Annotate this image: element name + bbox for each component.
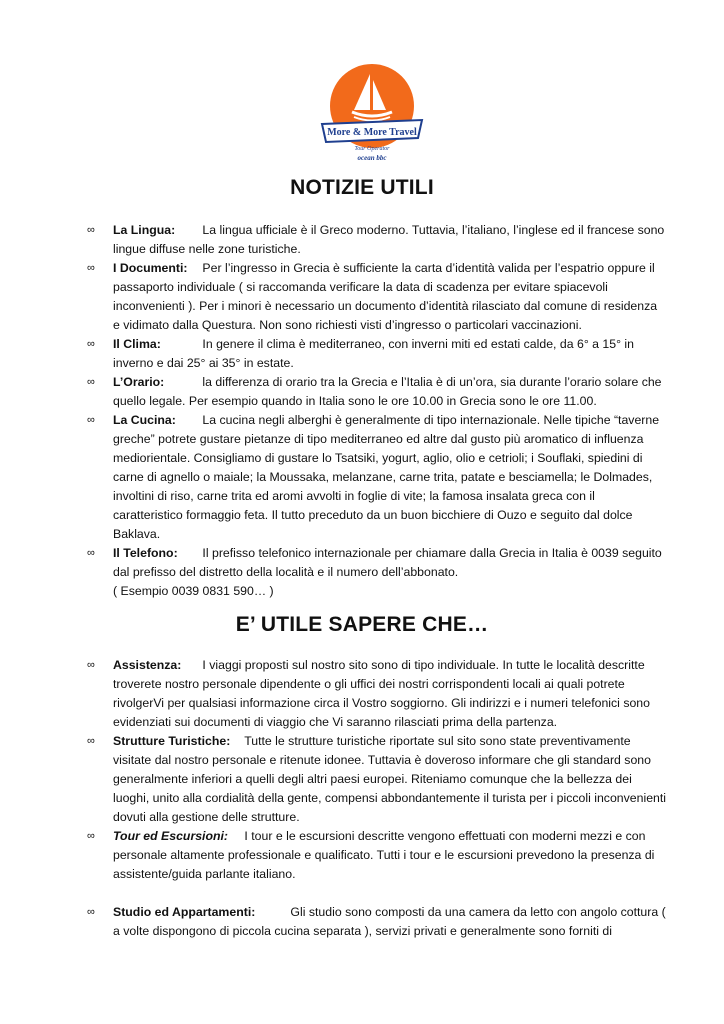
infinity-bullet-icon: ∞ — [87, 830, 95, 842]
list-item-assistenza — [87, 656, 667, 732]
infinity-bullet-icon: ∞ — [87, 338, 95, 350]
list-item-documenti — [87, 259, 667, 335]
logo-text-sub: Tour Operator — [354, 146, 390, 152]
list-item-studio — [87, 903, 667, 941]
item-text: In genere il clima è mediterraneo, con inverni miti ed estati calde, da 6° a 15° in inverno e dai 25° ai 35° in estate. — [113, 337, 634, 370]
infinity-bullet-icon: ∞ — [87, 224, 95, 236]
item-text: La lingua ufficiale è il Greco moderno. Tuttavia, l’italiano, l’inglese ed il francese sono lingue diffuse nelle zone turistiche. — [113, 223, 665, 256]
infinity-bullet-icon: ∞ — [87, 414, 95, 426]
item-label: La Lingua: — [113, 223, 176, 237]
list-item-strutture — [87, 732, 667, 827]
item-text: La cucina negli alberghi è generalmente di tipo internazionale. Nelle tipiche “taverne greche” potrete gustare pietanze di tipo mediterraneo ed altre dal gusto più aromatico di influenza mediorientale. Consigliamo di gustare lo Tsatsiki, yogurt, aglio, olio e cetrioli; i Souflaki, spiedini di carne di agnello o maiale; la Moussaka, melanzane, carne trita, patate e besciamella; le Dolmades, involtini di riso, carne trita ed aromi avvolti in foglie di vite; la famosa insalata greca con il caratteristico formaggio feta. Il tutto preceduto da un buon bicchiere di Ouzo e seguito dal dolce Baklava. — [113, 413, 660, 541]
infinity-bullet-icon: ∞ — [87, 376, 95, 388]
item-label: Assistenza: — [113, 658, 182, 672]
item-text: Gli studio sono composti da una camera da letto con angolo cottura ( a volte dispongono di piccola cucina separata ), servizi privati e generalmente sono forniti di — [113, 905, 666, 938]
item-label: I Documenti: — [113, 261, 188, 275]
item-label: Studio ed Appartamenti: — [113, 905, 256, 919]
section-title-utile-sapere: E’ UTILE SAPERE CHE… — [235, 613, 489, 636]
list-item-tour — [87, 827, 667, 884]
item-label: Il Clima: — [113, 337, 161, 351]
item-label: L’Orario: — [113, 375, 165, 389]
item-label: Tour ed Escursioni: — [113, 829, 229, 843]
list-item-cucina — [87, 411, 667, 544]
section-title-notizie-utili: NOTIZIE UTILI — [290, 176, 434, 199]
infinity-bullet-icon: ∞ — [87, 906, 95, 918]
item-label: Strutture Turistiche: — [113, 734, 231, 748]
item-label: Il Telefono: — [113, 546, 178, 560]
item-text: Per l’ingresso in Grecia è sufficiente la carta d’identità valida per l’espatrio oppure il passaporto individuale ( si raccomanda verificare la data di scadenza per evitare spiacevoli inconvenienti ). Per i minori è necessario un documento d’identità rilasciato dal comune di residenza e vidimato dalla Questura. Non sono richiesti visti d’ingresso o particolari vaccinazioni. — [113, 261, 658, 332]
notizie-list — [87, 221, 667, 601]
logo-text-main: More & More Travel — [327, 127, 417, 138]
list-item-lingua — [87, 221, 667, 259]
logo-graphic — [318, 64, 426, 174]
infinity-bullet-icon: ∞ — [87, 547, 95, 559]
item-text: I tour e le escursioni descritte vengono effettuati con moderni mezzi e con personale altamente professionale e qualificato. Tutti i tour e le escursioni prevedono la presenza di assistente/guida parlante italiano. — [113, 829, 655, 881]
utile-sapere-list — [87, 656, 667, 941]
list-item-clima — [87, 335, 667, 373]
item-example: ( Esempio 0039 0831 590… ) — [113, 584, 274, 598]
item-label: La Cucina: — [113, 413, 176, 427]
infinity-bullet-icon: ∞ — [87, 659, 95, 671]
logo-text-ocean: ocean bbc — [357, 154, 387, 162]
infinity-bullet-icon: ∞ — [87, 735, 95, 747]
infinity-bullet-icon: ∞ — [87, 262, 95, 274]
item-text: I viaggi proposti sul nostro sito sono di tipo individuale. In tutte le località descritte troverete nostro personale dipendente o gli uffici dei nostri corrispondenti locali ai quali potrete rivolgerVi per qualsiasi informazione circa il Vostro soggiorno. Gli indirizzi e i numeri telefonici sono evidenziati sui documenti di viaggio che Vi saranno rilasciati prima della partenza. — [113, 658, 650, 729]
list-item-orario — [87, 373, 667, 411]
list-item-telefono — [87, 544, 667, 601]
company-logo — [318, 64, 426, 174]
item-text: la differenza di orario tra la Grecia e l’Italia è di un’ora, sia durante l’orario solare che quello legale. Per esempio quando in Italia sono le ore 10.00 in Grecia sono le ore 11.00. — [113, 375, 662, 408]
item-text: Tutte le strutture turistiche riportate sul sito sono state preventivamente visitate dal nostro personale e ritenute idonee. Tuttavia è doveroso informare che gli standard sono generalmente inferiori a quelli degli altri paesi europei. Riteniamo comunque che la bellezza dei luoghi, unito alla cordialità della gente, compensi abbondantemente il turista per i piccoli inconvenienti dovuti alla gestione delle strutture. — [113, 734, 667, 824]
item-text: Il prefisso telefonico internazionale per chiamare dalla Grecia in Italia è 0039 seguito dal prefisso del distretto della località e il numero dell’abbonato. — [113, 546, 662, 579]
